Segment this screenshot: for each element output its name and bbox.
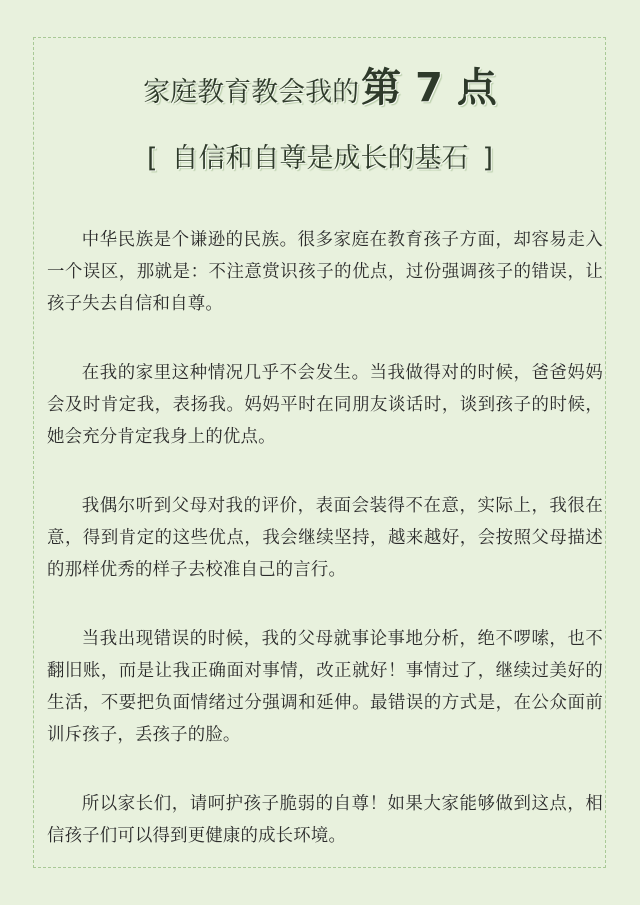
paragraph-5: 所以家长们，请呵护孩子脆弱的自尊！如果大家能够做到这点，相信孩子们可以得到更健康的成长环境。 [47,794,603,846]
subtitle-close-bracket: ] [482,143,494,174]
title-number: 第 7 点 [361,65,497,111]
page-subtitle [0,136,640,175]
page-title [0,56,640,113]
paragraph-3: 我偶尔听到父母对我的评价，表面会装得不在意，实际上，我很在意，得到肯定的这些优点，我会继续坚持，越来越好，会按照父母描述的那样优秀的样子去校准自己的言行。 [47,496,603,580]
paragraph-4: 当我出现错误的时候，我的父母就事论事地分析，绝不啰嗦，也不翻旧账，而是让我正确面对事情，改正就好！事情过了，继续过美好的生活，不要把负面情绪过分强调和延伸。最错误的方式是，在公众面前训斥孩子，丢孩子的脸。 [47,629,603,745]
article-body [47,224,603,889]
subtitle-open-bracket: [ [146,143,158,174]
paragraph-2: 在我的家里这种情况几乎不会发生。当我做得对的时候，爸爸妈妈会及时肯定我，表扬我。妈妈平时在同朋友谈话时，谈到孩子的时候，她会充分肯定我身上的优点。 [47,363,603,447]
title-lead: 家庭教育教会我的 [143,77,360,108]
paragraph-1: 中华民族是个谦逊的民族。很多家庭在教育孩子方面，却容易走入一个误区，那就是：不注意赏识孩子的优点，过份强调孩子的错误，让孩子失去自信和自尊。 [47,230,603,314]
subtitle-text: 自信和自尊是成长的基石 [171,143,469,174]
